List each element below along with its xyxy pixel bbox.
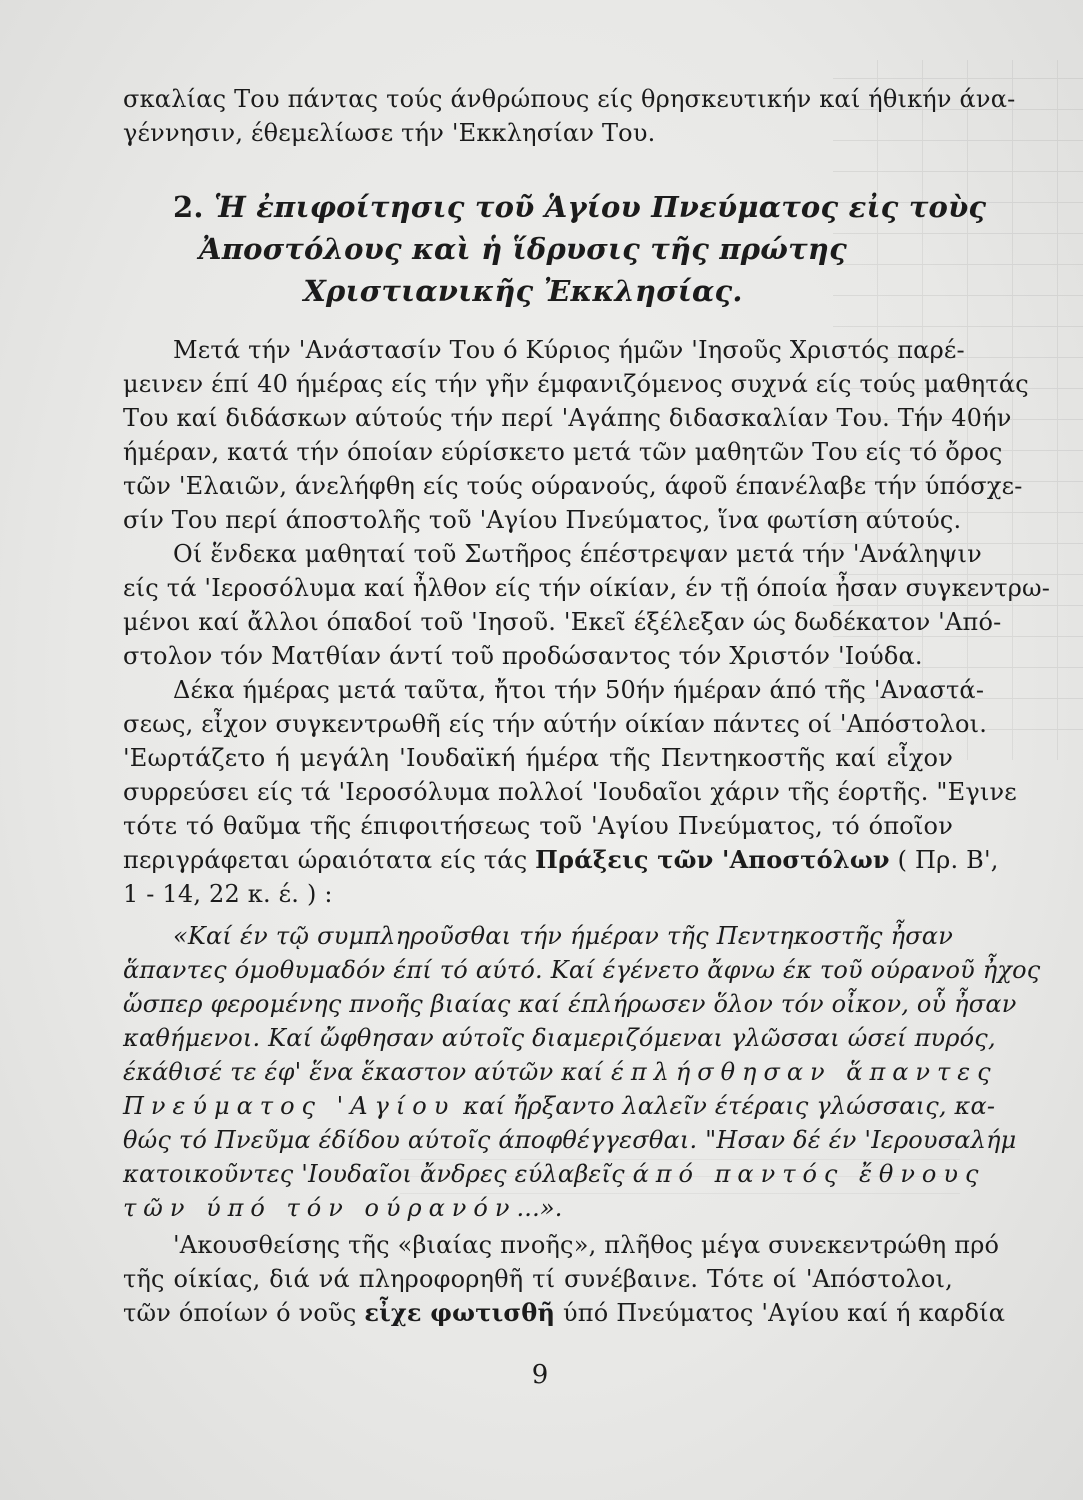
spaced-emphasis: Πνεύματος 'Αγίου — [123, 1092, 456, 1120]
text-line: έκάθισέ τε έφ' ἕνα ἕκαστον αύτῶν καί έπλήσθησαν ἅπαντες — [123, 1058, 998, 1086]
text-line: μεινεν έπί 40 ήμέρας είς τήν γῆν έμφανιζόμενος συχνά είς τούς μαθητάς — [123, 370, 1029, 398]
text-line: θώς τό Πνεῦμα έδίδου αύτοῖς άποφθέγγεσθαι. "Ησαν δέ έν 'Ιερουσαλήμ — [123, 1126, 1017, 1154]
text-line: τῶν 'Ελαιῶν, άνελήφθη είς τούς ούρανούς, άφοῦ έπανέλαβε τήν ύπόσχε- — [123, 472, 1023, 500]
paragraph-3 — [123, 673, 1017, 911]
text-line: τότε τό θαῦμα τῆς έπιφοιτήσεως τοῦ 'Αγίου Πνεύματος, τό όποῖον — [123, 812, 953, 840]
heading-line-1: 2. Ἡ ἐπιφοίτησις τοῦ Ἁγίου Πνεύματος εἰς τοὺς — [173, 190, 987, 224]
text-line: ὥσπερ φερομένης πνοῆς βιαίας καί έπλήρωσεν ὅλον τόν οἶκον, οὗ ἦσαν — [123, 990, 1017, 1018]
text-line: μένοι καί ἄλλοι όπαδοί τοῦ 'Ιησοῦ. 'Εκεῖ έξέλεξαν ώς δωδέκατον 'Από- — [123, 608, 1002, 636]
paragraph-1 — [123, 333, 1029, 537]
text-line: Πνεύματος 'Αγίου καί ἤρξαντο λαλεῖν έτέραις γλώσσαις, κα- — [123, 1092, 996, 1120]
text-line: στολον τόν Ματθίαν άντί τοῦ προδώσαντος τόν Χριστόν 'Ιούδα. — [123, 642, 923, 670]
text-line: γέννησιν, έθεμελίωσε τήν 'Εκκλησίαν Του. — [123, 119, 656, 147]
text-line: ήμέραν, κατά τήν όποίαν εύρίσκετο μετά τῶν μαθητῶν Του είς τό ὄρος — [123, 438, 1003, 466]
bold-phrase: εἶχε φωτισθῆ — [364, 1298, 556, 1327]
text-line: «Καί έν τῷ συμπληροῦσθαι τήν ήμέραν τῆς Πεντηκοστῆς ἦσαν — [173, 922, 953, 950]
text-line: συρρεύσει είς τά 'Ιεροσόλυμα πολλοί 'Ιουδαῖοι χάριν τῆς έορτῆς. "Εγινε — [123, 778, 1017, 806]
text-line: Του καί διδάσκων αύτούς τήν περί 'Αγάπης διδασκαλίαν Του. Τήν 40ήν — [123, 404, 1012, 432]
text-line: σίν Του περί άποστολῆς τοῦ 'Αγίου Πνεύματος, ἵνα φωτίση αύτούς. — [123, 506, 962, 534]
spaced-emphasis: τῶν ύπό τόν ούρανόν — [123, 1194, 517, 1222]
heading-line-3: Χριστιανικῆς Ἐκκλησίας. — [303, 274, 743, 308]
heading-number: 2. — [173, 190, 204, 224]
text-line: 1 - 14, 22 κ. έ. ) : — [123, 880, 333, 908]
text-line: τῶν ύπό τόν ούρανόν...». — [123, 1194, 563, 1222]
text-line: σκαλίας Του πάντας τούς άνθρώπους είς θρησκευτικήν καί ήθικήν άνα- — [123, 85, 1016, 113]
paragraph-4 — [123, 1228, 1006, 1330]
text-line: Δέκα ήμέρας μετά ταῦτα, ἤτοι τήν 50ήν ήμέραν άπό τῆς 'Αναστά- — [173, 676, 985, 704]
heading-line-2: Ἀποστόλους καὶ ἡ ἵδρυσις τῆς πρώτης — [199, 232, 847, 266]
text-line: καθήμενοι. Καί ὤφθησαν αύτοῖς διαμεριζόμεναι γλῶσσαι ώσεί πυρός, — [123, 1024, 996, 1052]
paragraph-2 — [123, 537, 1051, 673]
text-line: είς τά 'Ιεροσόλυμα καί ἦλθον είς τήν οίκίαν, έν τῇ όποία ἦσαν συγκεντρω- — [123, 574, 1051, 602]
scripture-quote — [123, 919, 1041, 1225]
book-title: Πράξεις τῶν 'Αποστόλων — [535, 845, 890, 874]
text-line: 'Εωρτάζετο ή μεγάλη 'Ιουδαϊκή ήμέρα τῆς Πεντηκοστῆς καί εἶχον — [123, 744, 953, 772]
text-line: κατοικοῦντες 'Ιουδαῖοι ἄνδρες εύλαβεῖς άπό παντός ἔθνους — [123, 1160, 986, 1188]
page-number: 9 — [531, 1360, 549, 1390]
text-line: ἅπαντες όμοθυμαδόν έπί τό αύτό. Καί έγένετο ἄφνω έκ τοῦ ούρανοῦ ἦχος — [123, 956, 1041, 984]
section-heading — [143, 186, 987, 312]
text-line: Οί ἕνδεκα μαθηταί τοῦ Σωτῆρος έπέστρεψαν μετά τήν 'Ανάληψιν — [173, 540, 982, 568]
text-line: Μετά τήν 'Ανάστασίν Του ό Κύριος ήμῶν 'Ιησοῦς Χριστός παρέ- — [173, 336, 965, 364]
text-line: 'Ακουσθείσης τῆς «βιαίας πνοῆς», πλῆθος μέγα συνεκεντρώθη πρό — [173, 1231, 1000, 1259]
intro-paragraph — [123, 82, 1016, 150]
spaced-emphasis: άπό παντός ἔθνους — [632, 1160, 986, 1188]
text-line: τῶν όποίων ό νοῦς εἶχε φωτισθῆ ύπό Πνεύματος 'Αγίου καί ή καρδία — [123, 1298, 1006, 1327]
text-line: σεως, εἶχον συγκεντρωθῆ είς τήν αύτήν οίκίαν πάντες οί 'Απόστολοι. — [123, 710, 988, 738]
text-line: περιγράφεται ώραιότατα είς τάς Πράξεις τῶν 'Αποστόλων ( Πρ. Β', — [123, 845, 999, 874]
text-line: τῆς οίκίας, διά νά πληροφορηθῆ τί συνέβαινε. Τότε οί 'Απόστολοι, — [123, 1265, 953, 1293]
spaced-emphasis: έπλήσθησαν ἅπαντες — [610, 1058, 998, 1086]
